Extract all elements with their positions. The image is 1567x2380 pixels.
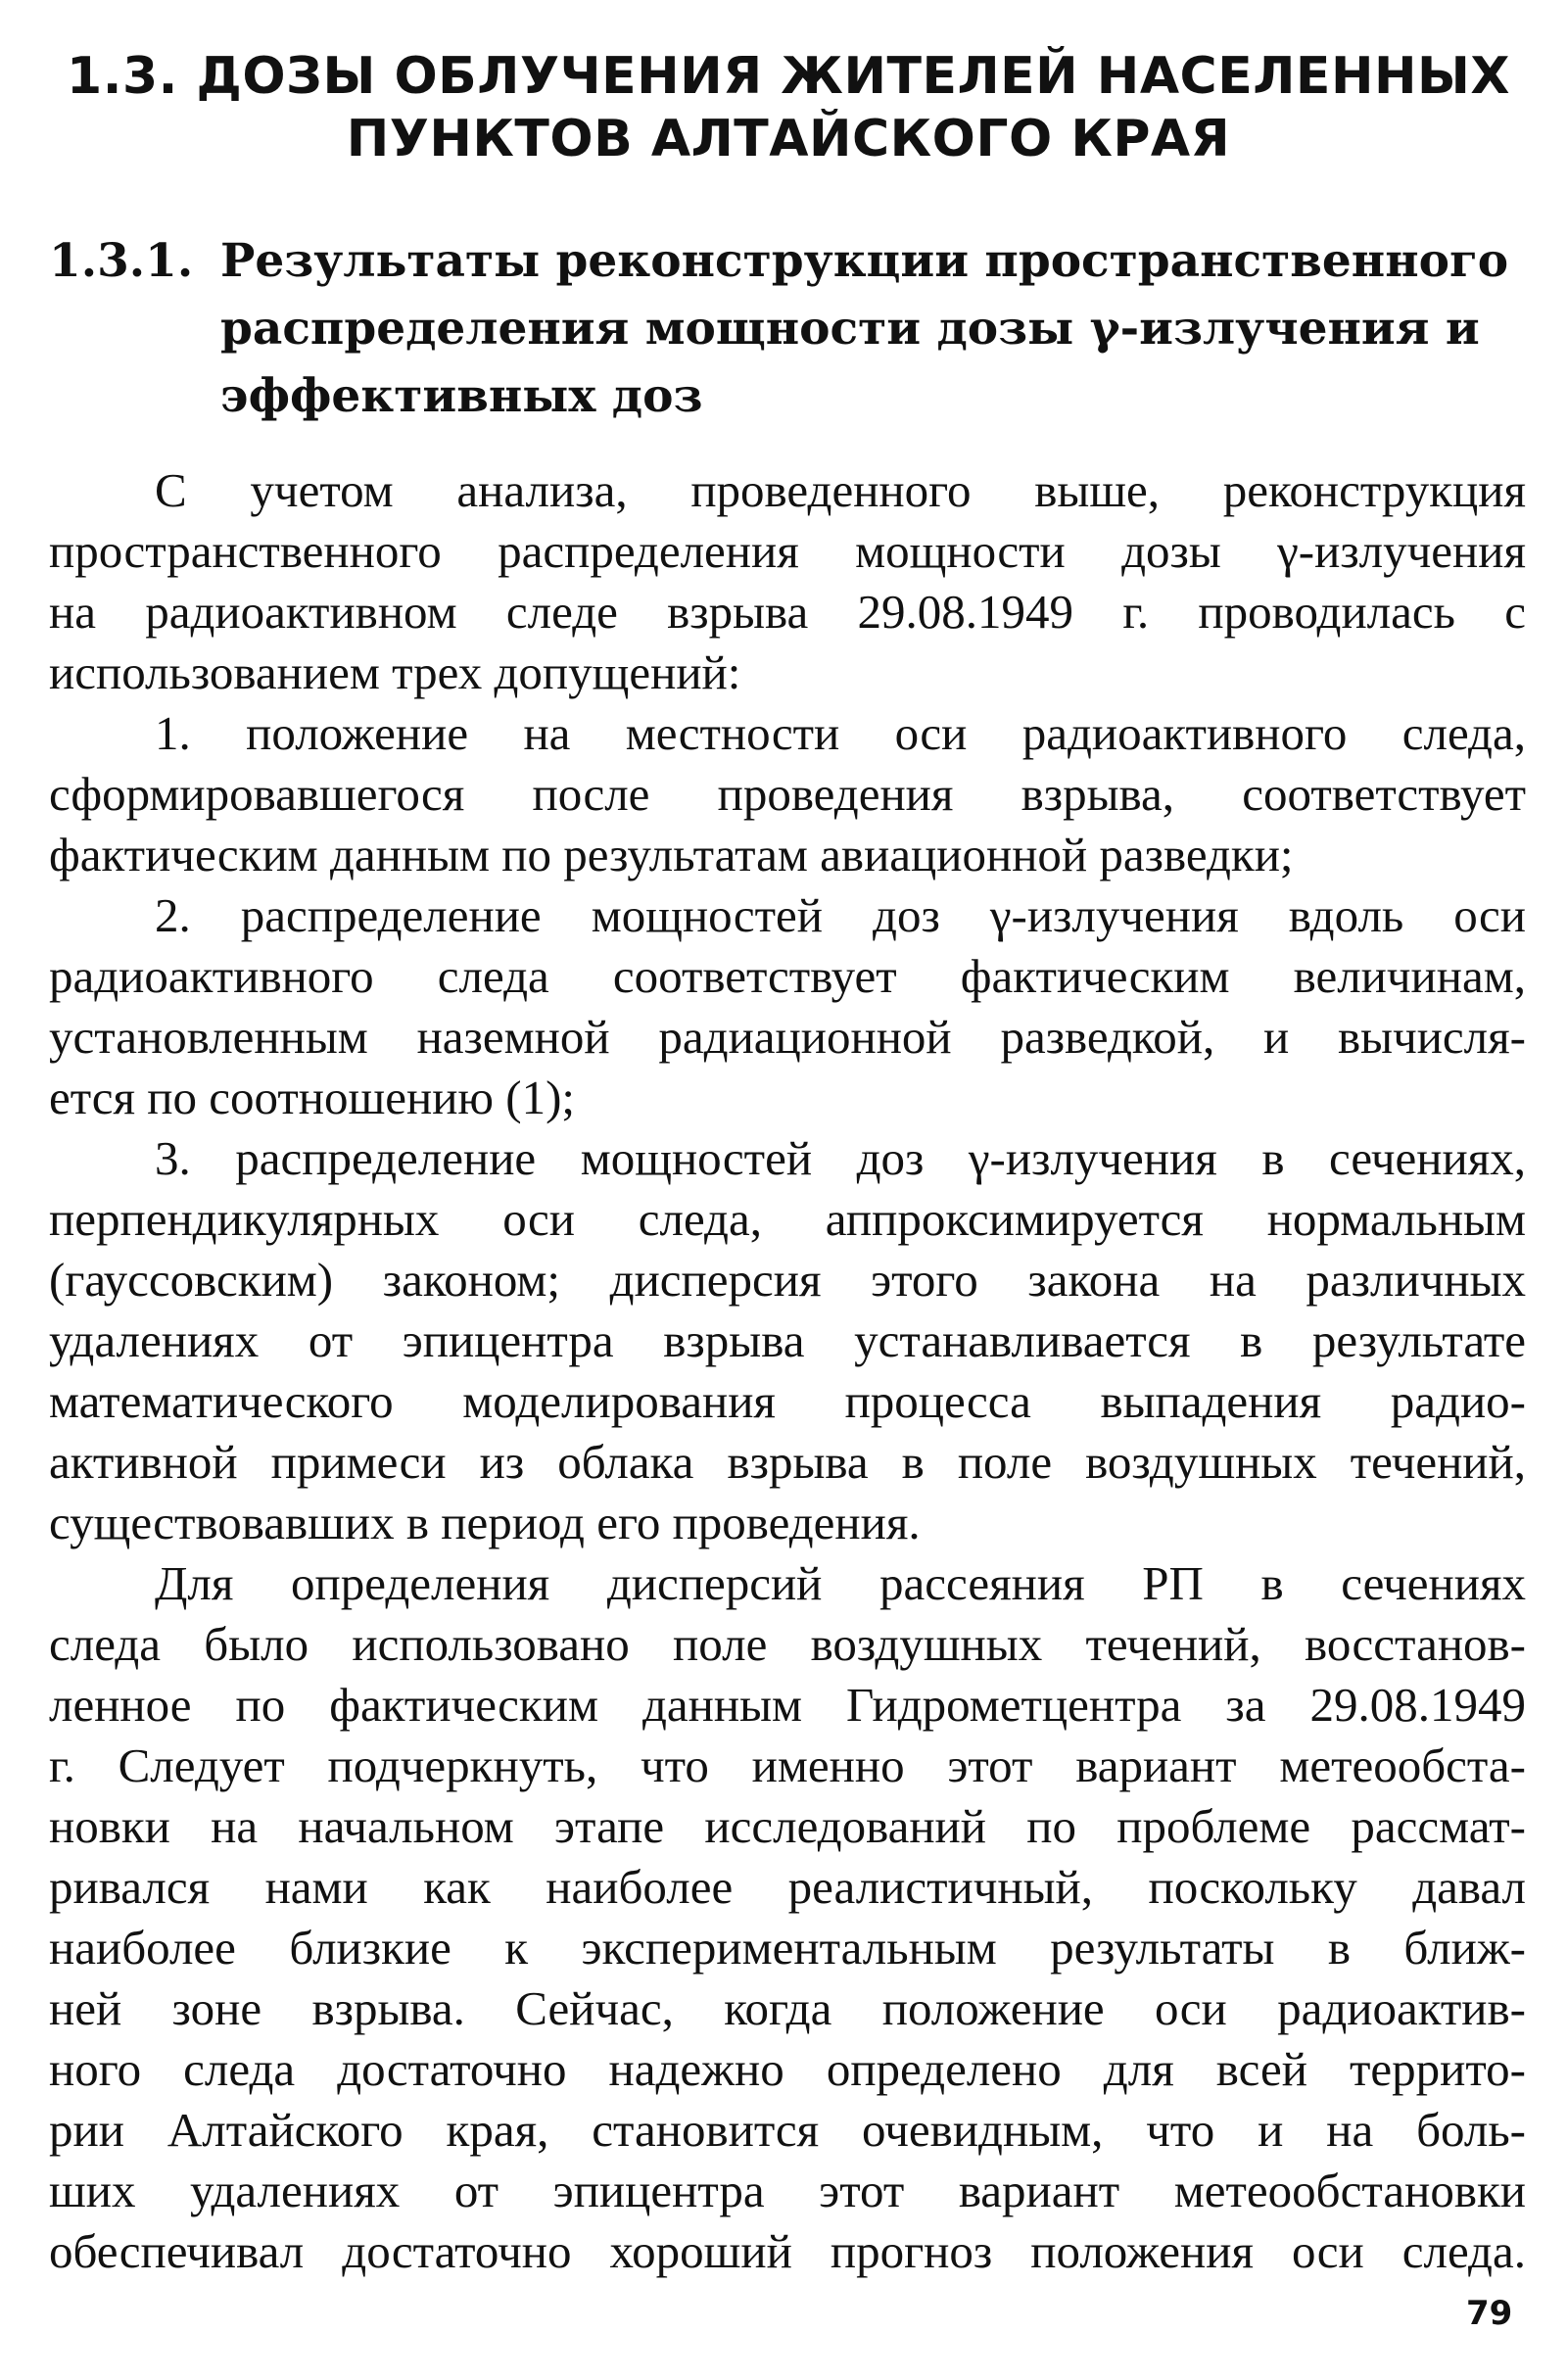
text-line: ней зоне взрыва. Сейчас, когда положение оси радиоактив-	[49, 1981, 1526, 2035]
text-line: удалениях от эпицентра взрыва устанавливается в результате	[49, 1313, 1526, 1367]
text-line: существовавших в период его проведения.	[49, 1496, 921, 1549]
list-item-3	[49, 1128, 1526, 1553]
text-line: ривался нами как наиболее реалистичный, поскольку давал	[49, 1860, 1526, 1914]
text-line: 1. положение на местности оси радиоактивного следа,	[155, 706, 1526, 760]
intro-paragraph	[49, 460, 1526, 703]
text-line: сформировавшегося после проведения взрыва, соответствует	[49, 767, 1526, 821]
list-item-1	[49, 703, 1526, 885]
text-line: наиболее близкие к экспериментальным результаты в ближ-	[49, 1921, 1526, 1975]
section-title-line-2: распределения мощности дозы γ-излучения и	[220, 302, 1480, 356]
text-line: пространственного распределения мощности дозы γ-излучения	[49, 524, 1526, 578]
section-title-line-3: эффективных доз	[220, 369, 703, 423]
chapter-title-line-1: 1.3. ДОЗЫ ОБЛУЧЕНИЯ ЖИТЕЛЕЙ НАСЕЛЕННЫХ	[67, 47, 1510, 106]
body-text	[49, 460, 1526, 2282]
text-line: следа было использовано поле воздушных течений, восстанов-	[49, 1617, 1526, 1671]
text-line: перпендикулярных оси следа, аппроксимируется нормальным	[49, 1192, 1526, 1246]
text-line: ется по соотношению (1);	[49, 1071, 576, 1124]
text-line: г. Следует подчеркнуть, что именно этот вариант метеообста-	[49, 1738, 1526, 1792]
text-line: 3. распределение мощностей доз γ-излучения в сечениях,	[155, 1131, 1526, 1185]
page-number: 79	[1466, 2294, 1513, 2333]
text-line: ленное по фактическим данным Гидрометцентра за 29.08.1949	[49, 1678, 1526, 1732]
text-line: на радиоактивном следе взрыва 29.08.1949 г. проводилась с	[49, 585, 1526, 639]
text-line: математического моделирования процесса выпадения радио-	[49, 1374, 1526, 1428]
text-line: новки на начальном этапе исследований по проблеме рассмат-	[49, 1799, 1526, 1853]
section-number: 1.3.1.	[49, 234, 194, 288]
list-item-2	[49, 885, 1526, 1128]
text-line: радиоактивного следа соответствует фактическим величинам,	[49, 949, 1526, 1003]
text-line: фактическим данным по результатам авиационной разведки;	[49, 828, 1294, 881]
text-line: С учетом анализа, проведенного выше, реконструкция	[155, 463, 1526, 517]
section-heading	[49, 227, 1518, 430]
section-title-line-1: Результаты реконструкции пространственного	[220, 234, 1509, 288]
paragraph-2	[49, 1553, 1526, 2282]
text-line: (гауссовским) законом; дисперсия этого закона на различных	[49, 1253, 1526, 1307]
chapter-title-line-2: ПУНКТОВ АЛТАЙСКОГО КРАЯ	[346, 110, 1231, 168]
text-line: использованием трех допущений:	[49, 645, 741, 699]
text-line: Для определения дисперсий рассеяния РП в сечениях	[155, 1556, 1526, 1610]
text-line: рии Алтайского края, становится очевидным, что и на боль-	[49, 2103, 1526, 2157]
text-line: установленным наземной радиационной разведкой, и вычисля-	[49, 1010, 1526, 1064]
text-line: ного следа достаточно надежно определено для всей террито-	[49, 2042, 1526, 2096]
text-line: ших удалениях от эпицентра этот вариант метеообстановки	[49, 2164, 1526, 2217]
text-line: активной примеси из облака взрыва в поле воздушных течений,	[49, 1435, 1526, 1489]
text-line: 2. распределение мощностей доз γ-излучения вдоль оси	[155, 888, 1526, 942]
text-line: обеспечивал достаточно хороший прогноз положения оси следа.	[49, 2224, 1526, 2278]
chapter-title	[59, 45, 1518, 170]
